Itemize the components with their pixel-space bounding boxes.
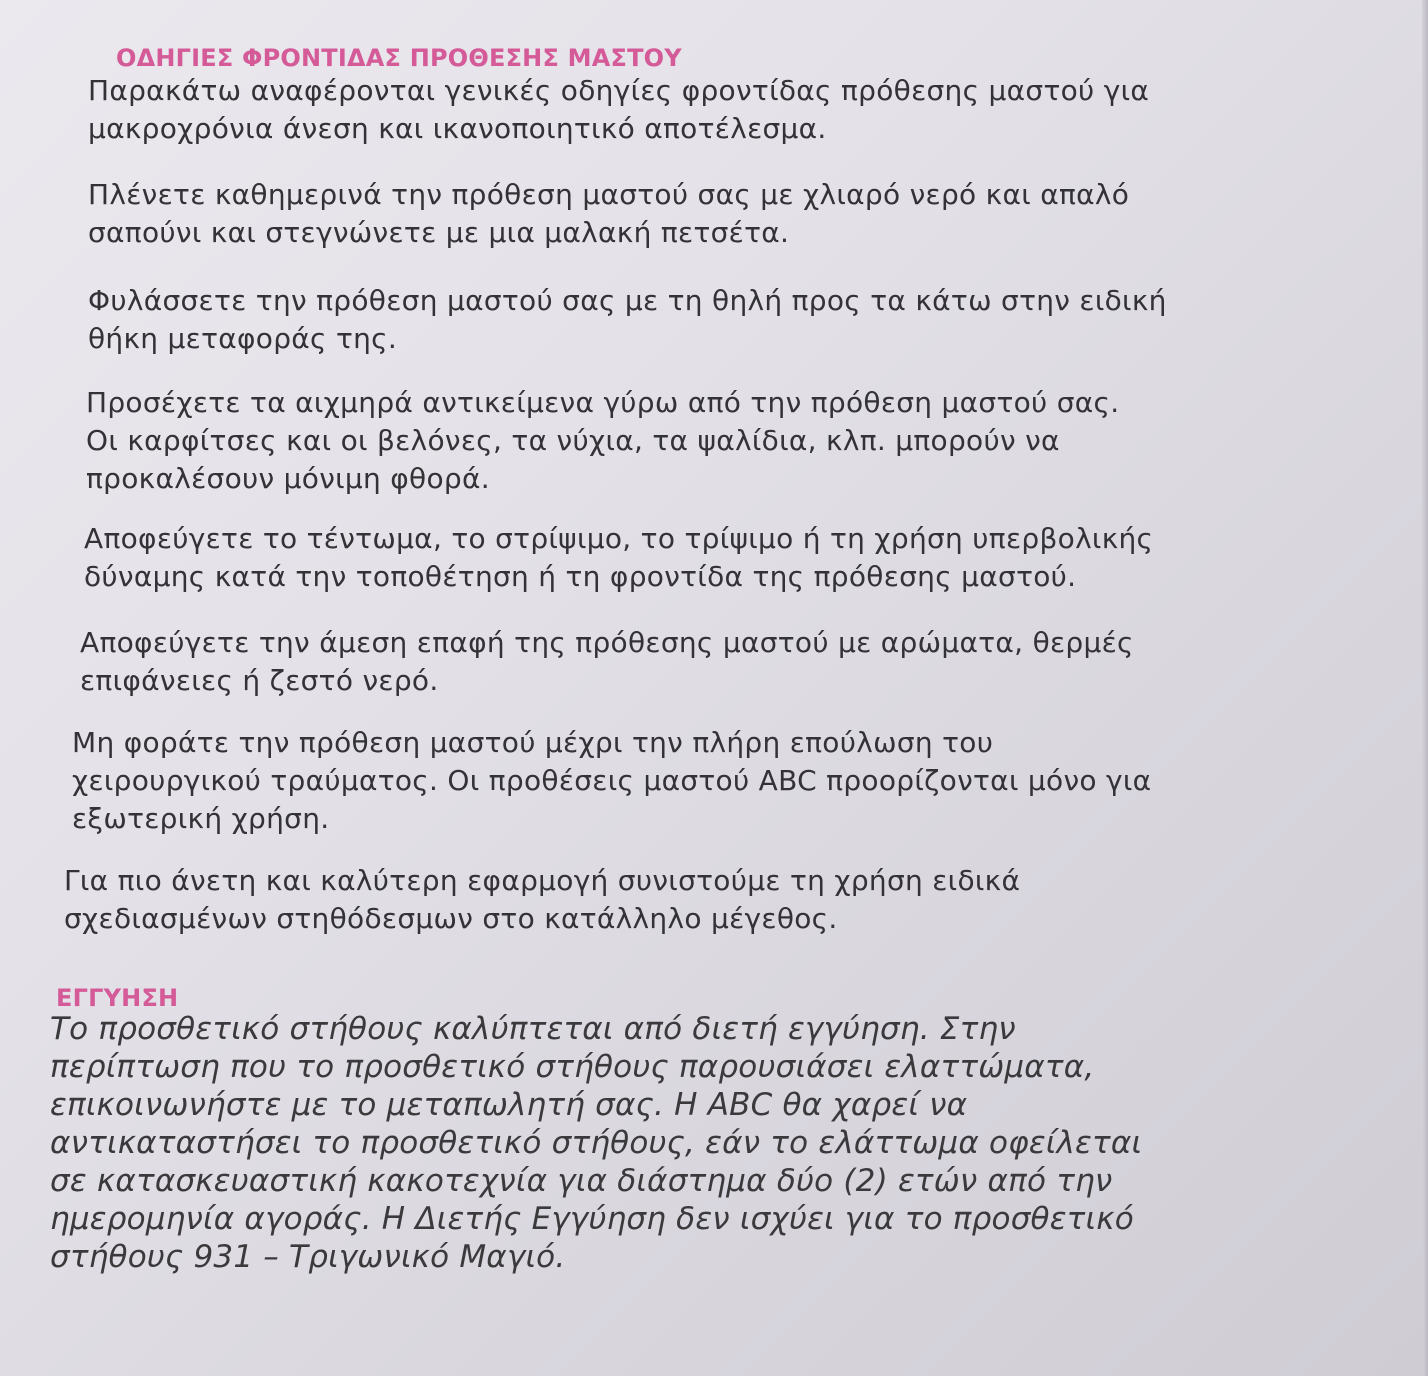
paragraph-line: επιφάνειες ή ζεστό νερό. xyxy=(80,664,439,697)
paragraph-line: Παρακάτω αναφέρονται γενικές οδηγίες φροντίδας πρόθεσης μαστού για xyxy=(88,74,1150,107)
care-paragraph-avoid-heat xyxy=(80,624,1134,700)
warranty-line: στήθους 931 – Τριγωνικό Μαγιό. xyxy=(50,1239,566,1275)
warranty-line: ημερομηνία αγοράς. Η Διετής Εγγύηση δεν ισχύει για το προσθετικό xyxy=(50,1201,1134,1237)
paragraph-line: Αποφεύγετε το τέντωμα, το στρίψιμο, το τρίψιμο ή τη χρήση υπερβολικής xyxy=(84,522,1154,555)
paragraph-line: εξωτερική χρήση. xyxy=(72,802,330,835)
care-paragraph-healing xyxy=(72,724,1151,838)
care-paragraph-storage xyxy=(88,282,1167,358)
warranty-line: αντικαταστήσει το προσθετικό στήθους, εάν το ελάττωμα οφείλεται xyxy=(50,1125,1143,1161)
paragraph-line: σαπούνι και στεγνώνετε με μια μαλακή πετσέτα. xyxy=(88,216,790,249)
paragraph-line: Οι καρφίτσες και οι βελόνες, τα νύχια, τα ψαλίδια, κλπ. μπορούν να xyxy=(86,424,1060,457)
paragraph-line: Προσέχετε τα αιχμηρά αντικείμενα γύρω από την πρόθεση μαστού σας. xyxy=(86,386,1120,419)
care-paragraph-intro xyxy=(88,72,1149,148)
paragraph-line: Πλένετε καθημερινά την πρόθεση μαστού σας με χλιαρό νερό και απαλό xyxy=(88,178,1130,211)
page-edge xyxy=(1422,0,1428,1376)
warranty-line: επικοινωνήστε με το μεταπωλητή σας. Η ABC θα χαρεί να xyxy=(50,1087,968,1123)
warranty-paragraph xyxy=(50,1010,1142,1276)
care-instructions-title: ΟΔΗΓΙΕΣ ΦΡΟΝΤΙΔΑΣ ΠΡΟΘΕΣΗΣ ΜΑΣΤΟΥ xyxy=(116,44,682,72)
warranty-line: σε κατασκευαστική κακοτεχνία για διάστημα δύο (2) ετών από την xyxy=(50,1163,1113,1199)
paragraph-line: Αποφεύγετε την άμεση επαφή της πρόθεσης μαστού με αρώματα, θερμές xyxy=(80,626,1134,659)
paragraph-line: Μη φοράτε την πρόθεση μαστού μέχρι την πλήρη επούλωση του xyxy=(72,726,994,759)
warranty-line: περίπτωση που το προσθετικό στήθους παρουσιάσει ελαττώματα, xyxy=(50,1049,1095,1085)
paragraph-line: σχεδιασμένων στηθόδεσμων στο κατάλληλο μέγεθος. xyxy=(64,902,838,935)
warranty-line: Το προσθετικό στήθους καλύπτεται από διετή εγγύηση. Στην xyxy=(50,1011,1016,1047)
paragraph-line: Φυλάσσετε την πρόθεση μαστού σας με τη θηλή προς τα κάτω στην ειδική xyxy=(88,284,1167,317)
care-paragraph-washing xyxy=(88,176,1129,252)
care-paragraph-bra xyxy=(64,862,1020,938)
warranty-title: ΕΓΓΥΗΣΗ xyxy=(56,984,179,1012)
paragraph-line: δύναμης κατά την τοποθέτηση ή τη φροντίδα της πρόθεσης μαστού. xyxy=(84,560,1077,593)
care-paragraph-avoid-force xyxy=(84,520,1153,596)
care-paragraph-sharp-objects xyxy=(86,384,1120,498)
paragraph-line: χειρουργικού τραύματος. Οι προθέσεις μαστού ABC προορίζονται μόνο για xyxy=(72,764,1152,797)
paragraph-line: προκαλέσουν μόνιμη φθορά. xyxy=(86,462,490,495)
paragraph-line: θήκη μεταφοράς της. xyxy=(88,322,398,355)
paragraph-line: μακροχρόνια άνεση και ικανοποιητικό αποτέλεσμα. xyxy=(88,112,827,145)
paragraph-line: Για πιο άνετη και καλύτερη εφαρμογή συνιστούμε τη χρήση ειδικά xyxy=(64,864,1021,897)
